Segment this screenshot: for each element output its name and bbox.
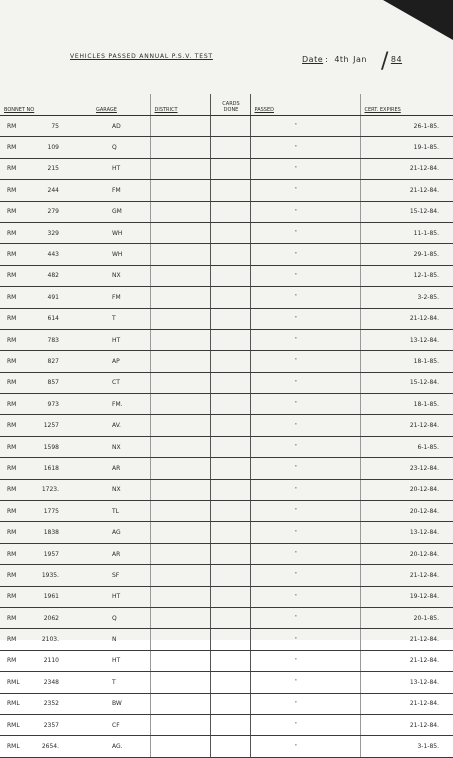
date-day: 4th [334, 55, 350, 64]
bonnet-prefix: RM [7, 422, 17, 430]
table-row [0, 201, 453, 222]
table-row [0, 116, 453, 137]
bonnet-prefix: RM [7, 315, 17, 323]
district-cell [150, 180, 210, 201]
garage-cell: Q [92, 607, 150, 628]
passed-cell: " [250, 180, 360, 201]
cert-expires-cell: 21-12-84. [360, 308, 453, 329]
table-row [0, 501, 453, 522]
bonnet-prefix: RM [7, 293, 17, 301]
bonnet-no-cell [0, 607, 92, 628]
passed-cell: " [250, 693, 360, 714]
cards-done-cell [210, 586, 250, 607]
cards-done-cell [210, 329, 250, 350]
bonnet-no-cell [0, 543, 92, 564]
bonnet-number: 109 [47, 144, 59, 152]
date-label: Date [302, 55, 324, 64]
cards-done-cell [210, 158, 250, 179]
garage-cell: NX [92, 436, 150, 457]
district-cell [150, 372, 210, 393]
garage-cell: AR [92, 458, 150, 479]
column-header-bonnet-no: BONNET NO [0, 94, 92, 116]
garage-cell: FM [92, 287, 150, 308]
cert-expires-cell: 3-1-85. [360, 736, 453, 757]
bonnet-no-cell [0, 629, 92, 650]
bonnet-number: 1775 [43, 507, 59, 515]
bonnet-number: 2352 [43, 700, 59, 708]
table-row [0, 265, 453, 286]
bonnet-prefix: RM [7, 400, 17, 408]
cards-done-cell [210, 693, 250, 714]
cert-expires-cell: 21-12-84. [360, 180, 453, 201]
bonnet-prefix: RM [7, 614, 17, 622]
date-year: 84 [390, 55, 403, 64]
cert-expires-cell: 3-2-85. [360, 287, 453, 308]
bonnet-prefix: RM [7, 636, 17, 644]
table-row [0, 714, 453, 735]
bonnet-prefix: RM [7, 251, 17, 259]
table-row [0, 586, 453, 607]
passed-cell: " [250, 543, 360, 564]
garage-cell: T [92, 308, 150, 329]
cert-expires-cell: 19-12-84. [360, 586, 453, 607]
table-row [0, 543, 453, 564]
date-month: Jan [353, 55, 367, 64]
bonnet-prefix: RM [7, 464, 17, 472]
bonnet-prefix: RM [7, 550, 17, 558]
bonnet-prefix: RM [7, 122, 17, 130]
garage-cell: GM [92, 201, 150, 222]
bonnet-no-cell [0, 180, 92, 201]
cards-done-cell [210, 180, 250, 201]
bonnet-prefix: RM [7, 357, 17, 365]
cert-expires-cell: 20-12-84. [360, 501, 453, 522]
bonnet-number: 1957 [43, 550, 59, 558]
bonnet-no-cell [0, 586, 92, 607]
cards-done-cell [210, 351, 250, 372]
table-row [0, 351, 453, 372]
garage-cell: NX [92, 265, 150, 286]
garage-cell: AP [92, 351, 150, 372]
district-cell [150, 607, 210, 628]
table-row [0, 458, 453, 479]
bonnet-no-cell [0, 351, 92, 372]
bonnet-no-cell [0, 522, 92, 543]
bonnet-prefix: RM [7, 336, 17, 344]
cert-expires-cell: 13-12-84. [360, 329, 453, 350]
bonnet-prefix: RM [7, 229, 17, 237]
bonnet-number: 482 [47, 272, 59, 280]
cards-done-cell [210, 415, 250, 436]
district-cell [150, 629, 210, 650]
bonnet-no-cell [0, 372, 92, 393]
bonnet-prefix: RM [7, 272, 17, 280]
cards-done-cell [210, 201, 250, 222]
district-cell [150, 394, 210, 415]
passed-cell: " [250, 244, 360, 265]
bonnet-no-cell [0, 265, 92, 286]
table-row [0, 180, 453, 201]
cards-done-cell [210, 116, 250, 137]
table-row [0, 607, 453, 628]
garage-cell: SF [92, 565, 150, 586]
cards-done-cell [210, 222, 250, 243]
bonnet-no-cell [0, 436, 92, 457]
bonnet-no-cell [0, 714, 92, 735]
passed-cell: " [250, 287, 360, 308]
bonnet-prefix: RM [7, 144, 17, 152]
garage-cell: T [92, 672, 150, 693]
cert-expires-cell: 21-12-84. [360, 693, 453, 714]
cards-done-cell [210, 394, 250, 415]
cards-done-cell [210, 565, 250, 586]
passed-cell: " [250, 201, 360, 222]
cert-expires-cell: 21-12-84. [360, 158, 453, 179]
bonnet-number: 1618 [43, 464, 59, 472]
bonnet-no-cell [0, 736, 92, 757]
bonnet-prefix: RM [7, 593, 17, 601]
column-header-passed: PASSED [250, 94, 360, 116]
passed-cell: " [250, 436, 360, 457]
bonnet-prefix: RML [7, 700, 20, 708]
passed-cell: " [250, 650, 360, 671]
cert-expires-cell: 15-12-84. [360, 201, 453, 222]
document-date: Date : 4th Jan / 84 [302, 49, 403, 74]
bonnet-no-cell [0, 158, 92, 179]
folded-corner [383, 0, 453, 40]
district-cell [150, 116, 210, 137]
cards-done-cell [210, 308, 250, 329]
district-cell [150, 436, 210, 457]
table-row [0, 287, 453, 308]
table-body [0, 116, 453, 758]
garage-cell: CF [92, 714, 150, 735]
garage-cell: HT [92, 329, 150, 350]
bonnet-prefix: RM [7, 208, 17, 216]
cert-expires-cell: 21-12-84. [360, 714, 453, 735]
passed-cell: " [250, 714, 360, 735]
bonnet-no-cell [0, 201, 92, 222]
bonnet-no-cell [0, 650, 92, 671]
cards-done-cell [210, 629, 250, 650]
garage-cell: AV. [92, 415, 150, 436]
bonnet-prefix: RM [7, 657, 17, 665]
passed-cell: " [250, 372, 360, 393]
bonnet-prefix: RML [7, 721, 20, 729]
bonnet-number: 2357 [43, 721, 59, 729]
passed-cell: " [250, 116, 360, 137]
table-row [0, 693, 453, 714]
district-cell [150, 265, 210, 286]
bonnet-prefix: RML [7, 743, 20, 751]
district-cell [150, 287, 210, 308]
bonnet-prefix: RM [7, 186, 17, 194]
bonnet-number: 329 [47, 229, 59, 237]
district-cell [150, 586, 210, 607]
cert-expires-cell: 21-12-84. [360, 415, 453, 436]
bonnet-no-cell [0, 565, 92, 586]
district-cell [150, 244, 210, 265]
bonnet-prefix: RM [7, 165, 17, 173]
table-row [0, 565, 453, 586]
cert-expires-cell: 21-12-84. [360, 650, 453, 671]
cards-done-cell [210, 244, 250, 265]
bonnet-no-cell [0, 458, 92, 479]
bonnet-number: 2348 [43, 678, 59, 686]
cards-done-cell [210, 650, 250, 671]
bonnet-no-cell [0, 116, 92, 137]
district-cell [150, 693, 210, 714]
garage-cell: FM [92, 180, 150, 201]
cards-done-cell [210, 501, 250, 522]
table-row [0, 522, 453, 543]
table-row [0, 372, 453, 393]
cards-done-cell [210, 522, 250, 543]
bonnet-number: 2062 [43, 614, 59, 622]
district-cell [150, 543, 210, 564]
cert-expires-cell: 21-12-84. [360, 629, 453, 650]
passed-cell: " [250, 222, 360, 243]
district-cell [150, 522, 210, 543]
bonnet-number: 1935. [41, 571, 59, 579]
cert-expires-cell: 13-12-84. [360, 672, 453, 693]
bonnet-no-cell [0, 308, 92, 329]
vehicles-table [0, 94, 453, 758]
bonnet-number: 1961 [43, 593, 59, 601]
bonnet-number: 2654. [41, 743, 59, 751]
cards-done-cell [210, 265, 250, 286]
column-header-garage: GARAGE [92, 94, 150, 116]
cert-expires-cell: 26-1-85. [360, 116, 453, 137]
table-row [0, 479, 453, 500]
bonnet-prefix: RM [7, 486, 17, 494]
district-cell [150, 501, 210, 522]
district-cell [150, 672, 210, 693]
column-header-cards-done: CARDS DONE [210, 94, 250, 116]
district-cell [150, 415, 210, 436]
bonnet-number: 1598 [43, 443, 59, 451]
bonnet-no-cell [0, 672, 92, 693]
bonnet-number: 1838 [43, 529, 59, 537]
table-row [0, 672, 453, 693]
bonnet-no-cell [0, 415, 92, 436]
bonnet-number: 443 [47, 251, 59, 259]
garage-cell: WH [92, 244, 150, 265]
table-row [0, 736, 453, 757]
cards-done-cell [210, 287, 250, 308]
cards-done-cell [210, 607, 250, 628]
garage-cell: AR [92, 543, 150, 564]
bonnet-no-cell [0, 479, 92, 500]
table-row [0, 158, 453, 179]
district-cell [150, 714, 210, 735]
table-row [0, 629, 453, 650]
garage-cell: AD [92, 116, 150, 137]
bonnet-number: 827 [47, 357, 59, 365]
cert-expires-cell: 21-12-84. [360, 565, 453, 586]
bonnet-prefix: RM [7, 379, 17, 387]
passed-cell: " [250, 394, 360, 415]
bonnet-number: 1723. [41, 486, 59, 494]
garage-cell: N [92, 629, 150, 650]
passed-cell: " [250, 565, 360, 586]
district-cell [150, 479, 210, 500]
passed-cell: " [250, 479, 360, 500]
table-row [0, 222, 453, 243]
cert-expires-cell: 15-12-84. [360, 372, 453, 393]
bonnet-number: 1257 [43, 422, 59, 430]
bonnet-prefix: RM [7, 507, 17, 515]
cards-done-cell [210, 372, 250, 393]
passed-cell: " [250, 586, 360, 607]
column-header-cert-expires: CERT. EXPIRES [360, 94, 453, 116]
table-row [0, 137, 453, 158]
district-cell [150, 565, 210, 586]
cards-done-cell [210, 479, 250, 500]
garage-cell: HT [92, 158, 150, 179]
cert-expires-cell: 11-1-85. [360, 222, 453, 243]
cards-done-cell [210, 736, 250, 757]
passed-cell: " [250, 137, 360, 158]
bonnet-no-cell [0, 222, 92, 243]
bonnet-no-cell [0, 287, 92, 308]
bonnet-number: 215 [47, 165, 59, 173]
district-cell [150, 137, 210, 158]
bonnet-prefix: RM [7, 571, 17, 579]
cert-expires-cell: 18-1-85. [360, 351, 453, 372]
table-row [0, 415, 453, 436]
bonnet-no-cell [0, 244, 92, 265]
bonnet-number: 279 [47, 208, 59, 216]
bonnet-number: 783 [47, 336, 59, 344]
cards-done-cell [210, 458, 250, 479]
bonnet-number: 244 [47, 186, 59, 194]
garage-cell: BW [92, 693, 150, 714]
cert-expires-cell: 20-12-84. [360, 479, 453, 500]
district-cell [150, 351, 210, 372]
district-cell [150, 650, 210, 671]
passed-cell: " [250, 351, 360, 372]
garage-cell: CT [92, 372, 150, 393]
cert-expires-cell: 6-1-85. [360, 436, 453, 457]
passed-cell: " [250, 607, 360, 628]
cert-expires-cell: 20-12-84. [360, 543, 453, 564]
cert-expires-cell: 13-12-84. [360, 522, 453, 543]
cert-expires-cell: 23-12-84. [360, 458, 453, 479]
passed-cell: " [250, 308, 360, 329]
bonnet-number: 2103. [41, 636, 59, 644]
table-row [0, 650, 453, 671]
table-row [0, 436, 453, 457]
passed-cell: " [250, 458, 360, 479]
column-header-district: DISTRICT [150, 94, 210, 116]
bonnet-number: 75 [51, 122, 59, 130]
bonnet-number: 973 [47, 400, 59, 408]
cards-done-cell [210, 714, 250, 735]
cert-expires-cell: 12-1-85. [360, 265, 453, 286]
table-row [0, 308, 453, 329]
bonnet-prefix: RM [7, 529, 17, 537]
garage-cell: WH [92, 222, 150, 243]
district-cell [150, 736, 210, 757]
garage-cell: AG. [92, 736, 150, 757]
passed-cell: " [250, 736, 360, 757]
passed-cell: " [250, 522, 360, 543]
district-cell [150, 329, 210, 350]
garage-cell: HT [92, 586, 150, 607]
bonnet-prefix: RML [7, 678, 20, 686]
cards-done-cell [210, 543, 250, 564]
bonnet-no-cell [0, 501, 92, 522]
document-title: VEHICLES PASSED ANNUAL P.S.V. TEST [70, 53, 213, 60]
cert-expires-cell: 20-1-85. [360, 607, 453, 628]
bonnet-no-cell [0, 137, 92, 158]
table-row [0, 244, 453, 265]
garage-cell: FM. [92, 394, 150, 415]
bonnet-prefix: RM [7, 443, 17, 451]
passed-cell: " [250, 158, 360, 179]
garage-cell: HT [92, 650, 150, 671]
passed-cell: " [250, 265, 360, 286]
bonnet-number: 491 [47, 293, 59, 301]
garage-cell: Q [92, 137, 150, 158]
cert-expires-cell: 18-1-85. [360, 394, 453, 415]
bonnet-no-cell [0, 693, 92, 714]
district-cell [150, 458, 210, 479]
cert-expires-cell: 29-1-85. [360, 244, 453, 265]
table-row [0, 394, 453, 415]
bonnet-number: 614 [47, 315, 59, 323]
passed-cell: " [250, 629, 360, 650]
garage-cell: AG [92, 522, 150, 543]
cert-expires-cell: 19-1-85. [360, 137, 453, 158]
table-header-row [0, 94, 453, 116]
district-cell [150, 158, 210, 179]
passed-cell: " [250, 415, 360, 436]
bonnet-number: 2110 [43, 657, 59, 665]
bonnet-number: 857 [47, 379, 59, 387]
bonnet-no-cell [0, 329, 92, 350]
cards-done-cell [210, 672, 250, 693]
passed-cell: " [250, 329, 360, 350]
district-cell [150, 222, 210, 243]
cards-done-cell [210, 436, 250, 457]
district-cell [150, 201, 210, 222]
passed-cell: " [250, 672, 360, 693]
passed-cell: " [250, 501, 360, 522]
bonnet-no-cell [0, 394, 92, 415]
cards-done-cell [210, 137, 250, 158]
garage-cell: NX [92, 479, 150, 500]
district-cell [150, 308, 210, 329]
garage-cell: TL [92, 501, 150, 522]
table-row [0, 329, 453, 350]
